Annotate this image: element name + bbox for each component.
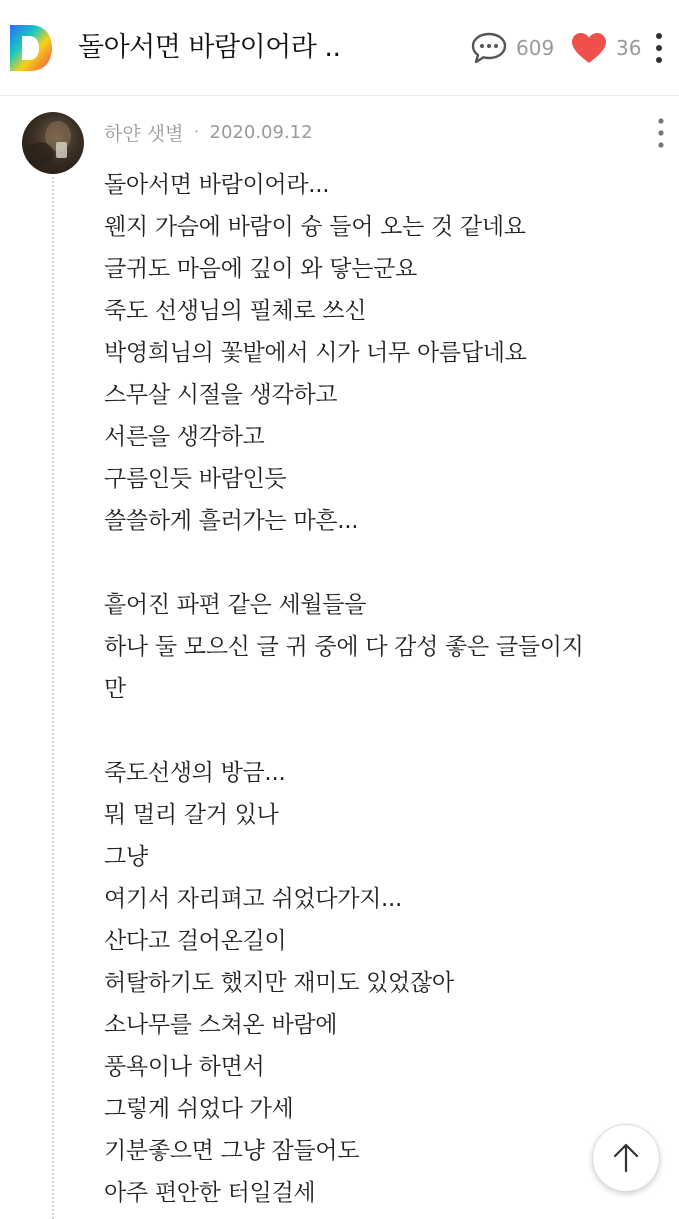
heart-icon	[570, 31, 608, 65]
author-name[interactable]: 하얀 샛별	[104, 122, 184, 145]
comment-line: 아주 편안한 터일걸세	[104, 1180, 316, 1206]
comment-line: 여기서 자리펴고 쉬었다가지...	[104, 886, 403, 912]
comment-line: 돌아서면 바람이어라...	[104, 172, 330, 198]
top-bar	[0, 0, 679, 96]
comment-line: 구름인듯 바람인듯	[104, 466, 287, 492]
article-title: 돌아서면 바람이어라 ..	[78, 32, 341, 63]
comment-line: 그렇게 쉬었다 가세	[104, 1096, 294, 1122]
thread-line	[52, 172, 54, 1219]
comment-body	[104, 164, 652, 1214]
comment-line: 그냥	[104, 844, 148, 870]
comment-blank-line	[104, 542, 652, 584]
comment-line: 기분좋으면 그냥 잠들어도	[104, 1138, 360, 1164]
comment-line: 뭐 멀리 갈거 있나	[104, 802, 279, 828]
comment-line: 웬지 가슴에 바람이 슝 들어 오는 것 같네요	[104, 214, 526, 240]
comment-line: 박영희님의 꽃밭에서 시가 너무 아름답네요	[104, 340, 527, 366]
comment-line: 산다고 걸어온길이	[104, 928, 287, 954]
more-options-icon[interactable]	[651, 30, 667, 66]
comment-date: 2020.09.12	[209, 121, 313, 143]
like-count: 36	[616, 36, 642, 60]
daum-logo-icon[interactable]	[8, 23, 54, 73]
comment-line: 흩어진 파편 같은 세월들을	[104, 592, 367, 618]
comment-line: 글귀도 마음에 깊이 와 닿는군요	[104, 256, 417, 282]
arrow-up-icon	[612, 1142, 640, 1174]
like-button[interactable]	[570, 28, 641, 68]
comment-line: 서른을 생각하고	[104, 424, 265, 450]
comment-line: 풍욕이나 하면서	[104, 1054, 265, 1080]
comment-line: 허탈하기도 했지만 재미도 있었잖아	[104, 970, 454, 996]
comment-more-icon[interactable]	[654, 116, 668, 150]
comment-line: 소나무를 스쳐온 바람에	[104, 1012, 338, 1038]
comment-line: 쓸쓸하게 흘러가는 마흔...	[104, 508, 359, 534]
comment-line: 하나 둘 모으신 글 귀 중에 다 감성 좋은 글들이지	[104, 634, 584, 660]
comment-meta	[104, 116, 313, 148]
meta-separator: ·	[193, 121, 200, 143]
comments-button[interactable]	[470, 28, 554, 68]
comment-count: 609	[516, 36, 555, 60]
avatar-image	[22, 112, 84, 174]
avatar[interactable]	[22, 112, 84, 174]
comment-line: 죽도 선생님의 필체로 쓰신	[104, 298, 367, 324]
scroll-to-top-button[interactable]	[592, 1124, 660, 1192]
comment-line: 만	[104, 676, 126, 702]
comment-line: 죽도선생의 방금...	[104, 760, 286, 786]
comment-line: 스무살 시절을 생각하고	[104, 382, 338, 408]
comment-blank-line	[104, 710, 652, 752]
speech-bubble-icon	[470, 31, 508, 65]
